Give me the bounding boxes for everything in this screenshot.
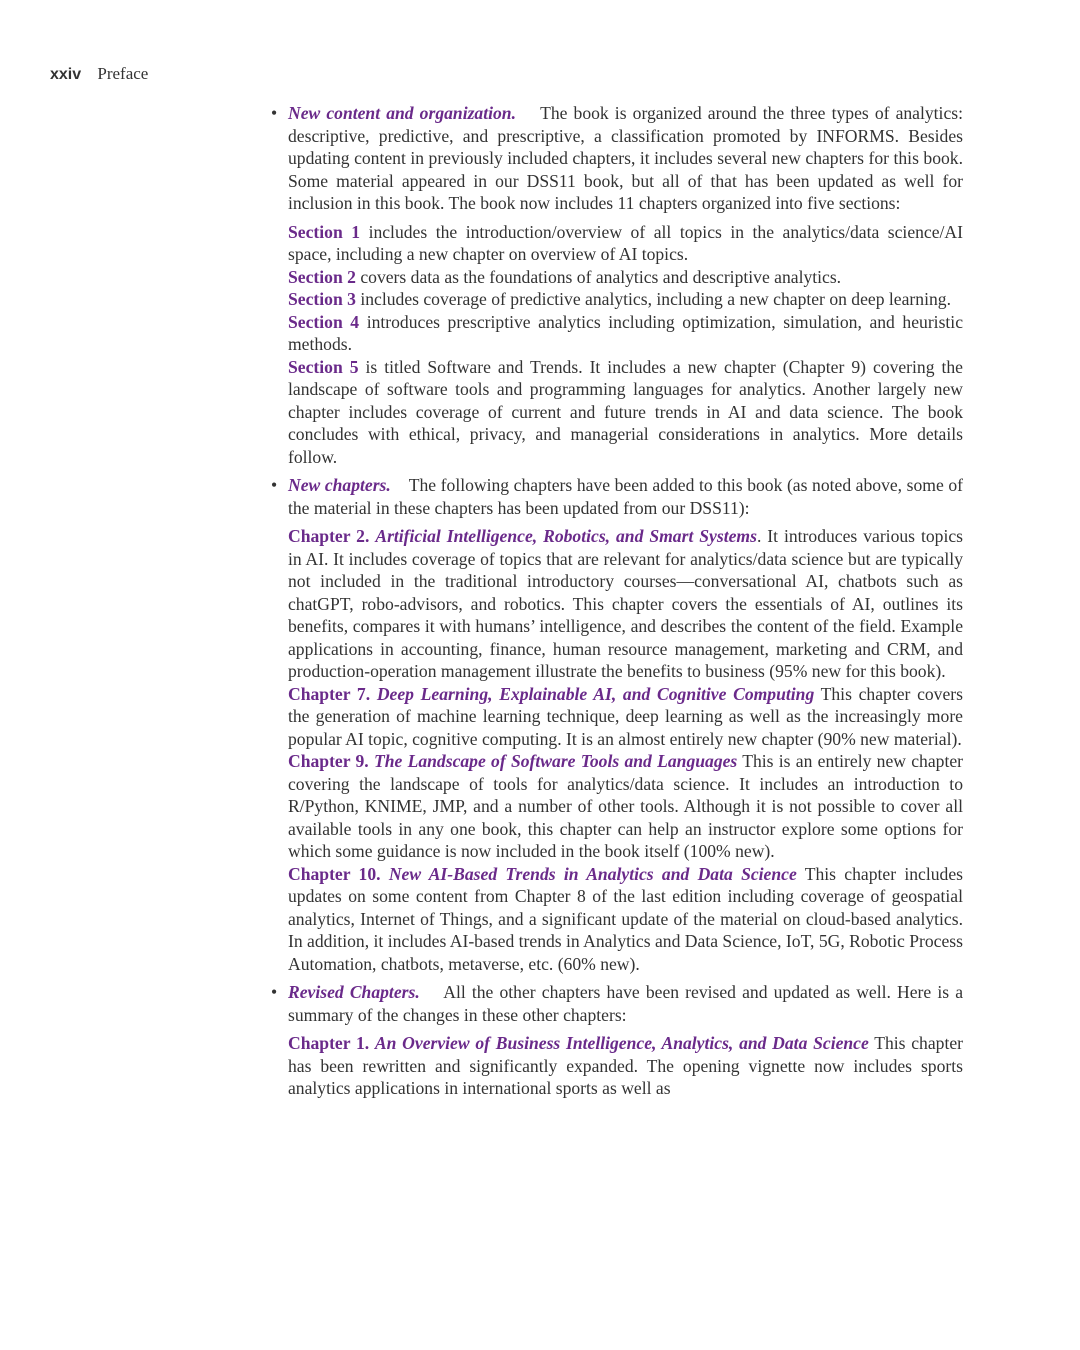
chapter-title: Deep Learning, Explainable AI, and Cognitive Computing [376, 683, 815, 704]
section-label: Section 2 [288, 266, 356, 287]
chapter-text: . It introduces various topics in AI. It includes coverage of topics that are relevant for analytics/data science but are typically not included in the traditional introductory courses—conversational AI, chatbots such as chatGPT, robo-advisors, and robotics. This chapter covers the essentials of AI, outlines its benefits, compares it with humans’ intelligence, and describes the content of the field. Example applications in accounting, finance, human resource management, marketing and CRM, and production-operation management illustrate the benefits to business (95% new for this book). [288, 526, 963, 681]
chapter-item [288, 525, 963, 683]
chapter-number: Chapter 1. [288, 1033, 370, 1053]
section-text: includes the introduction/overview of all topics in the analytics/data science/AI space, including a new chapter on overview of AI topics. [288, 221, 963, 264]
section-item [288, 311, 963, 356]
paragraph-text: All the other chapters have been revised and updated as well. Here is a summary of the changes in these other chapters: [288, 982, 964, 1025]
section-item [288, 356, 963, 469]
bullet-lead: Revised Chapters. [288, 982, 420, 1002]
section-text: is titled Software and Trends. It includes a new chapter (Chapter 9) covering the landscape of software tools and programming languages for analytics. Another largely new chapter includes coverage of current and future trends in AI and data science. The book concludes with ethical, privacy, and managerial considerations in analytics. More details follow. [288, 356, 963, 467]
page-number: xxiv [50, 66, 82, 83]
chapter-title: Artificial Intelligence, Robotics, and Smart Systems [375, 526, 757, 546]
paragraph-text: The book is organized around the three types of analytics: descriptive, predictive, and prescriptive, a classification promoted by INFORMS. Besides updating content in previously included chapters, it includes several new chapters for this book. Some material appeared in our DSS11 book, but all of that has been updated as well for inclusion in this book. The book now includes 11 chapters organized into five sections: [288, 103, 963, 213]
chapter-text: This is an entirely new chapter covering the landscape of tools for analytics/data science. It includes an introduction to R/Python, KNIME, JMP, and a number of other tools. Although it is not possible to cover all available tools in any one book, this chapter can help an instructor explore some options for which some guidance is now included in the book itself (100% new). [288, 751, 963, 861]
chapter-title: An Overview of Business Intelligence, Analytics, and Data Science [374, 1033, 869, 1053]
paragraph [288, 474, 963, 519]
chapter-number: Chapter 7. [288, 683, 371, 704]
section-label: Section 3 [288, 289, 356, 309]
section-list [288, 221, 963, 469]
chapter-text: This chapter has been rewritten and significantly expanded. The opening vignette now includes sports analytics applications in international sports as well as [288, 1033, 963, 1098]
chapter-number: Chapter 2. [288, 526, 370, 546]
paragraph [288, 981, 963, 1026]
bullet-lead: New chapters. [288, 475, 391, 495]
section-item [288, 221, 963, 266]
chapter-title: The Landscape of Software Tools and Languages [373, 751, 738, 771]
chapter-item [288, 750, 963, 863]
chapter-title: New AI-Based Trends in Analytics and Data Science [388, 863, 797, 884]
bullet-icon: • [271, 103, 278, 123]
section-item [288, 266, 963, 289]
section-text: includes coverage of predictive analytics, including a new chapter on deep learning. [360, 289, 951, 309]
bullet-new-content [271, 102, 963, 215]
bullet-icon: • [271, 475, 278, 495]
new-chapter-list [288, 525, 963, 975]
bullet-lead: New content and organization. [288, 103, 516, 123]
bullet-icon: • [271, 982, 278, 1002]
section-label: Section 4 [288, 311, 360, 332]
section-label: Section 5 [288, 356, 359, 377]
chapter-number: Chapter 10. [288, 863, 381, 884]
section-text: covers data as the foundations of analytics and descriptive analytics. [360, 266, 842, 287]
chapter-item [288, 1032, 963, 1100]
bullet-new-chapters [271, 474, 964, 519]
chapter-item [288, 863, 963, 976]
running-head-title: Preface [97, 64, 149, 83]
bullet-revised-chapters [271, 981, 964, 1026]
paragraph [288, 102, 963, 215]
running-head [50, 64, 148, 84]
section-item [288, 288, 963, 311]
revised-chapter-list [288, 1032, 963, 1100]
chapter-text: This chapter includes updates on some content from Chapter 8 of the last edition including coverage of geospatial analytics, Internet of Things, and a significant update of the material on cloud-based analytics. In addition, it includes AI-based trends in Analytics and Data Science, IoT, 5G, Robotic Process Automation, chatbots, metaverse, etc. (60% new). [288, 863, 963, 974]
section-text: introduces prescriptive analytics including optimization, simulation, and heuristic methods. [288, 311, 963, 354]
chapter-item [288, 683, 963, 751]
section-label: Section 1 [288, 221, 361, 242]
body-text [271, 102, 964, 1100]
paragraph-text: The following chapters have been added to this book (as noted above, some of the material in these chapters has been updated from our DSS11): [288, 475, 964, 518]
chapter-text: This chapter covers the generation of machine learning technique, deep learning as well as the increasingly more popular AI topic, cognitive computing. It is an almost entirely new chapter (90% new material). [288, 683, 963, 749]
chapter-number: Chapter 9. [288, 751, 369, 771]
